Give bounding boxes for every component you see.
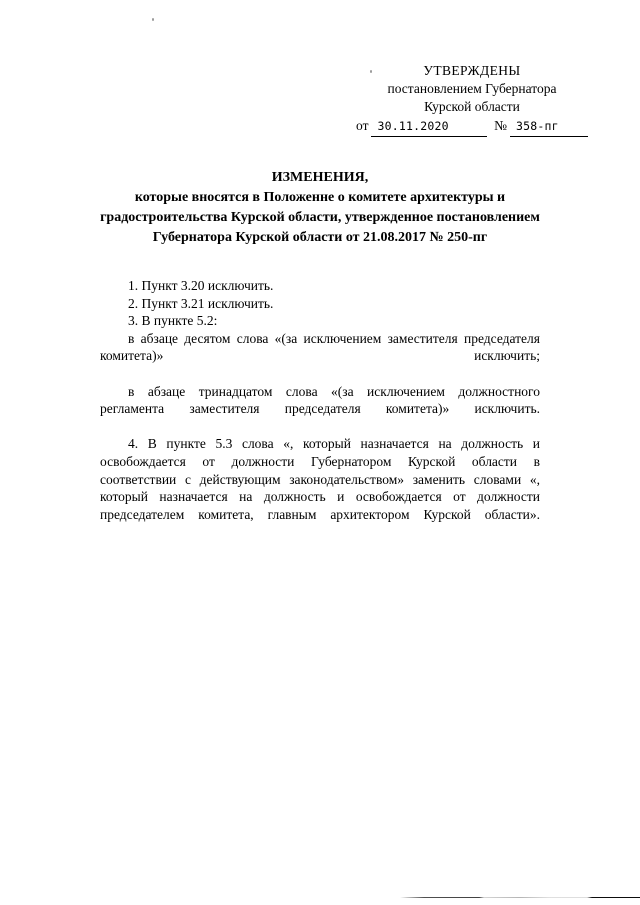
document-body bbox=[100, 277, 540, 541]
body-item-1: 1. Пункт 3.20 исключить. bbox=[128, 278, 274, 293]
approval-authority-line: постановлением Губернатора bbox=[387, 81, 557, 96]
scan-artifact-line bbox=[400, 897, 640, 898]
approval-block bbox=[356, 62, 588, 137]
scan-speck-icon bbox=[152, 18, 154, 21]
body-item-3-sub-2: в абзаце тринадцатом слова «(за исключением должностного регламента заместителя председателя комитета)» исключить. bbox=[100, 383, 540, 417]
title-line-3: градостроительства Курской области, утвержденное постановлением bbox=[100, 210, 540, 225]
number-label: № bbox=[494, 118, 507, 133]
body-item-3: 3. В пункте 5.2: bbox=[128, 313, 218, 329]
page-title bbox=[70, 168, 570, 248]
approval-requisites-row bbox=[356, 117, 588, 137]
title-line-1: ИЗМЕНЕНИЯ, bbox=[271, 170, 369, 185]
title-line-2: которые вносятся в Положенне о комитете архитектуры и bbox=[134, 190, 506, 205]
approval-region-line: Курской области bbox=[424, 99, 520, 114]
date-value: 30.11.2020 bbox=[371, 117, 487, 137]
body-item-4: 4. В пункте 5.3 слова «, который назначается на должность и освобождается от должности Губернатором Курской области в соответствии с действующим законодательством» заменить словами «, который назначается на должность и освобождается от должности председателем комитета, главным архитектором Курской области». bbox=[100, 436, 540, 522]
approval-title: УТВЕРЖДЕНЫ bbox=[423, 63, 521, 78]
body-item-3-sub-1: в абзаце десятом слова «(за исключением заместителя председателя комитета)» исключить; bbox=[100, 330, 540, 364]
number-value: 358-пг bbox=[510, 117, 588, 137]
date-label: от bbox=[356, 118, 369, 133]
title-line-4: Губернатора Курской области от 21.08.2017 № 250-пг bbox=[152, 230, 488, 245]
body-item-2: 2. Пункт 3.21 исключить. bbox=[128, 295, 274, 311]
